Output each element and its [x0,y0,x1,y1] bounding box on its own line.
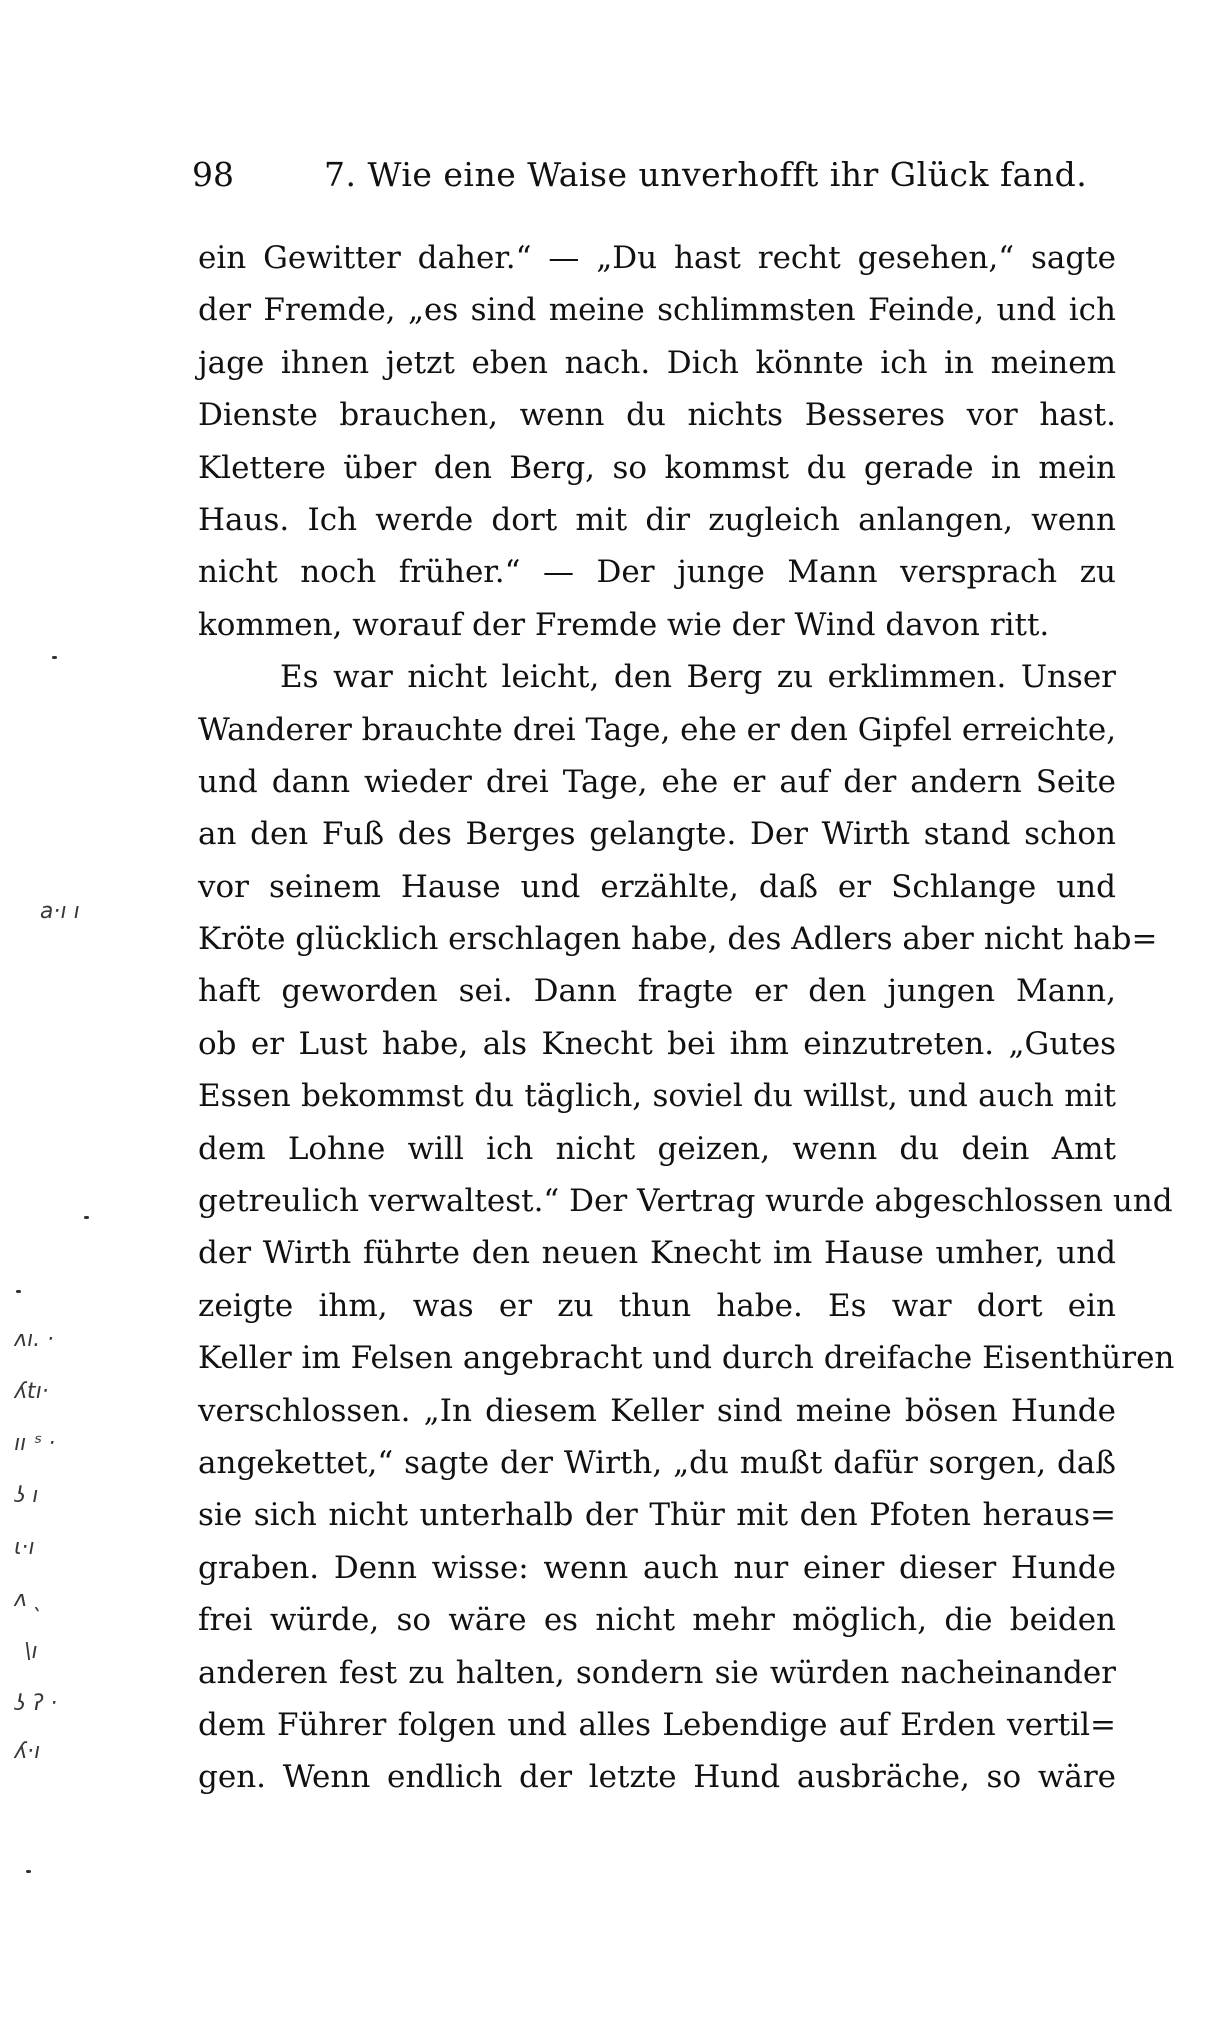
ink-speck [84,1216,89,1219]
text-line: Essen bekommst du täglich, soviel du willst, und auch mit [198,1078,1116,1115]
text-line: Klettere über den Berg, so kommst du gerade in mein [198,449,1116,486]
text-line: dem Führer folgen und alles Lebendige auf Erden vertil= [198,1706,1116,1743]
text-line: dem Lohne will ich nicht geizen, wenn du dein Amt [198,1130,1116,1167]
ink-speck [16,1290,21,1293]
text-line: der Fremde, „es sind meine schlimmsten Feinde, und ich [198,292,1116,329]
margin-mark: \ı [21,1639,40,1664]
margin-mark: ʎ·ı [11,1739,43,1764]
margin-mark: a·ı ı [37,899,82,924]
text-line: an den Fuß des Berges gelangte. Der Wirth stand schon [198,816,1116,853]
text-line: verschlossen. „In diesem Keller sind meine bösen Hunde [198,1392,1116,1429]
text-line: zeigte ihm, was er zu thun habe. Es war dort ein [198,1287,1116,1324]
margin-mark: ʖ ʔ · [11,1691,60,1716]
text-line: Wanderer brauchte drei Tage, ehe er den Gipfel erreichte, [198,711,1117,748]
text-line: kommen, worauf der Fremde wie der Wind davon ritt. [198,606,1050,643]
page-number: 98 [192,155,234,194]
margin-mark: ɩ·ı [11,1535,37,1560]
page-header [192,150,1122,200]
text-line: Es war nicht leicht, den Berg zu erklimmen. Unser [280,659,1116,696]
margin-mark: ʎtı· [11,1379,52,1404]
text-line: Kröte glücklich erschlagen habe, des Adlers aber nicht hab= [198,921,1158,958]
text-line: jage ihnen jetzt eben nach. Dich könnte ich in meinem [198,344,1116,381]
text-line: Dienste brauchen, wenn du nichts Besseres vor hast. [198,397,1116,434]
margin-mark: ʌ ˎ [11,1587,48,1612]
text-line: ein Gewitter daher.“ — „Du hast recht gesehen,“ sagte [198,240,1116,276]
margin-mark: ıı ˢ · [11,1431,58,1456]
margin-mark: ʌı. · [11,1327,57,1352]
running-head: 7. Wie eine Waise unverhofft ihr Glück fand. [324,155,1088,194]
text-line: sie sich nicht unterhalb der Thür mit den Pfoten heraus= [198,1497,1116,1534]
text-line: gen. Wenn endlich der letzte Hund ausbräche, so wäre [198,1759,1116,1796]
ink-speck [52,656,57,659]
text-line: der Wirth führte den neuen Knecht im Hause umher, und [198,1235,1116,1272]
margin-mark: ʖ ı [11,1483,41,1508]
text-line: anderen fest zu halten, sondern sie würden nacheinander [198,1654,1116,1691]
body-text [198,232,1175,1804]
text-line: ob er Lust habe, als Knecht bei ihm einzutreten. „Gutes [198,1025,1116,1062]
text-line: vor seinem Hause und erzählte, daß er Schlange und [198,868,1116,905]
text-line: Haus. Ich werde dort mit dir zugleich anlangen, wenn [198,501,1116,538]
text-line: haft geworden sei. Dann fragte er den jungen Mann, [198,973,1116,1010]
text-line: Keller im Felsen angebracht und durch dreifache Eisenthüren [198,1340,1175,1377]
ink-speck [26,1870,31,1873]
text-line: graben. Denn wisse: wenn auch nur einer dieser Hunde [198,1549,1116,1586]
text-line: getreulich verwaltest.“ Der Vertrag wurde abgeschlossen und [198,1183,1173,1220]
text-line: angekettet,“ sagte der Wirth, „du mußt dafür sorgen, daß [198,1444,1116,1481]
text-line: frei würde, so wäre es nicht mehr möglich, die beiden [198,1602,1116,1639]
text-line: und dann wieder drei Tage, ehe er auf der andern Seite [198,763,1116,800]
margin-bleed-through [0,0,190,2017]
text-line: nicht noch früher.“ — Der junge Mann versprach zu [198,554,1116,591]
